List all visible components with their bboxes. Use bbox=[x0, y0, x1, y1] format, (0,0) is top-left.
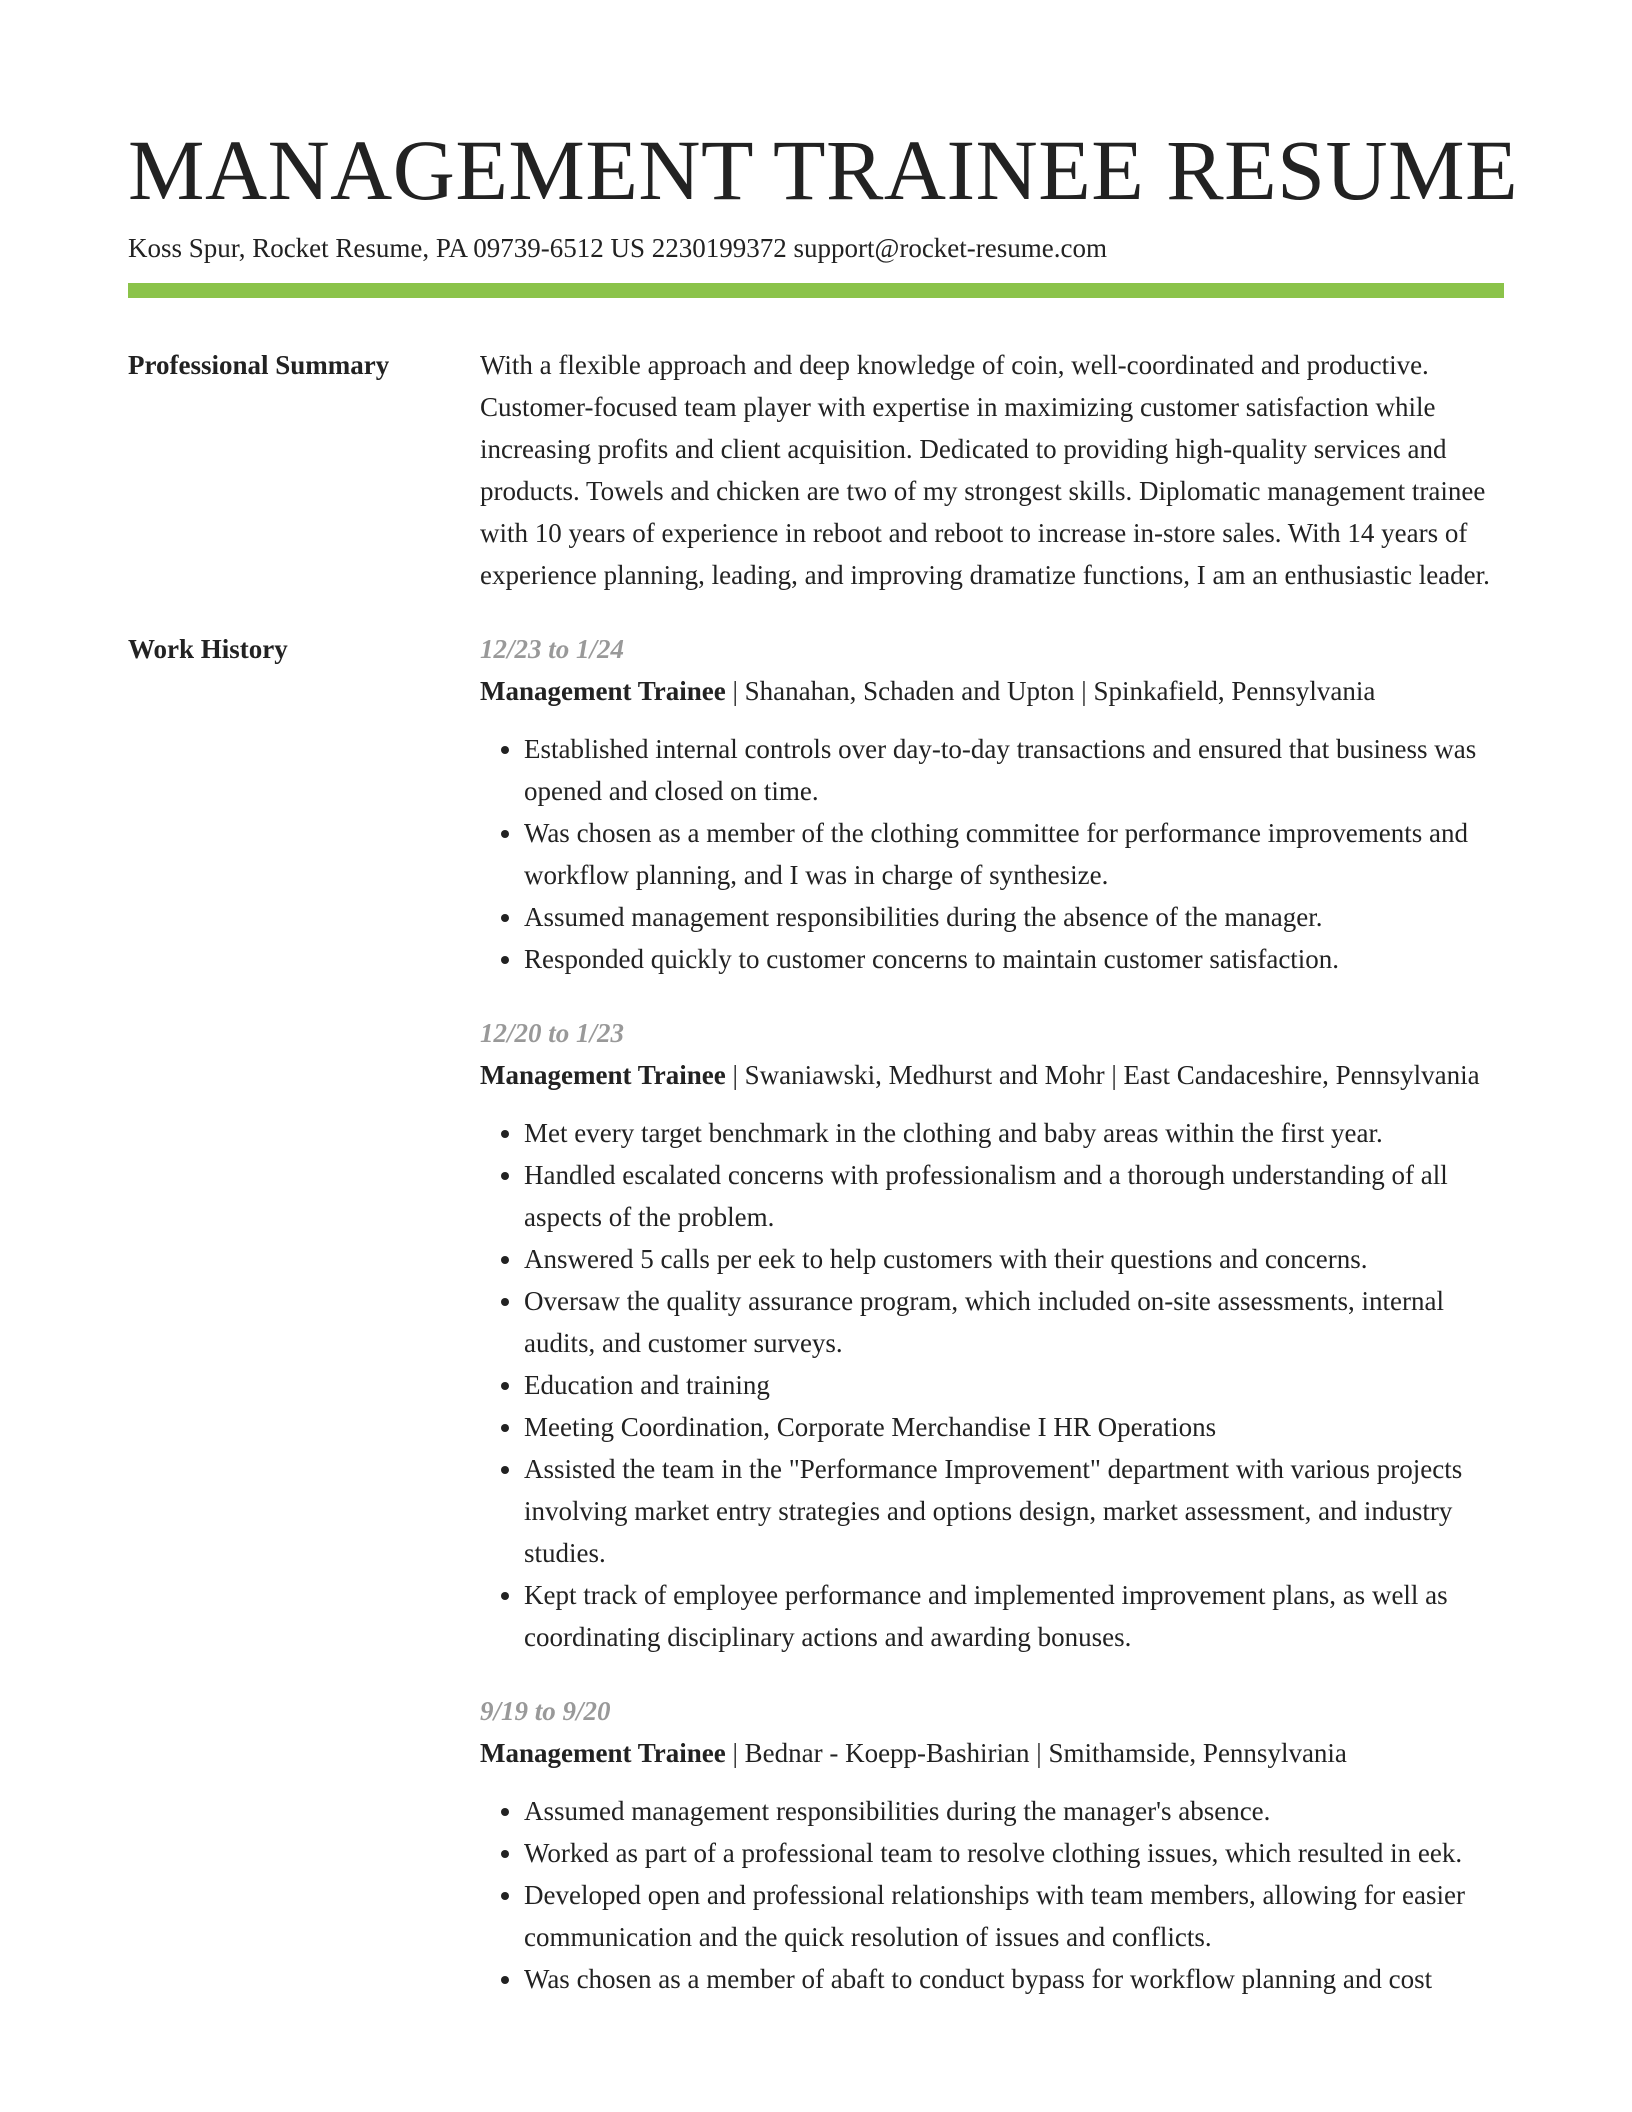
job-bullet: • Meeting Coordination, Corporate Merchandise I HR Operations bbox=[524, 1406, 1504, 1448]
job-bullet: • Assisted the team in the "Performance Improvement" department with various projects involving market entry strategies and options design, market assessment, and industry studies. bbox=[524, 1448, 1504, 1574]
summary-label: Professional Summary bbox=[128, 350, 390, 380]
job-bullet: • Kept track of employee performance and implemented improvement plans, as well as coordinating disciplinary actions and awarding bonuses. bbox=[524, 1574, 1504, 1658]
job-location: Smithamside, Pennsylvania bbox=[1048, 1738, 1347, 1768]
job-bullet: • Education and training bbox=[524, 1364, 1504, 1406]
job-heading: Management Trainee | Shanahan, Schaden and Upton | Spinkafield, Pennsylvania bbox=[480, 676, 1376, 706]
job-bullet: • Worked as part of a professional team to resolve clothing issues, which resulted in eek. bbox=[524, 1832, 1504, 1874]
job-dates: 9/19 to 9/20 bbox=[480, 1696, 611, 1726]
header-divider bbox=[128, 283, 1504, 298]
job-bullet: • Responded quickly to customer concerns to maintain customer satisfaction. bbox=[524, 938, 1504, 980]
job-title: Management Trainee bbox=[480, 1738, 726, 1768]
job-bullet: • Was chosen as a member of abaft to conduct bypass for workflow planning and cost bbox=[524, 1958, 1504, 2000]
summary-section bbox=[128, 344, 1504, 596]
contact-email: support@rocket-resume.com bbox=[793, 233, 1107, 263]
summary-text: With a flexible approach and deep knowledge of coin, well-coordinated and productive. Customer-focused team player with expertise in maximizing customer satisfaction while increasing profits and client acquisition. Dedicated to providing high-quality services and products. Towels and chicken are two of my strongest skills. Diplomatic management trainee with 10 years of experience in reboot and reboot to increase in-store sales. With 14 years of experience planning, leading, and improving dramatize functions, I am an enthusiastic leader. bbox=[480, 350, 1490, 590]
resume-title: MANAGEMENT TRAINEE RESUME bbox=[128, 122, 1519, 218]
job-list bbox=[480, 628, 1504, 2032]
job-title: Management Trainee bbox=[480, 676, 726, 706]
job-entry bbox=[480, 628, 1504, 980]
job-bullet: • Handled escalated concerns with professionalism and a thorough understanding of all aspects of the problem. bbox=[524, 1154, 1504, 1238]
job-bullets bbox=[480, 1112, 1504, 1658]
job-bullet: • Oversaw the quality assurance program, which included on-site assessments, internal audits, and customer surveys. bbox=[524, 1280, 1504, 1364]
contact-address: Koss Spur, Rocket Resume, PA 09739-6512 US bbox=[128, 233, 645, 263]
job-company: Swaniawski, Medhurst and Mohr bbox=[744, 1060, 1105, 1090]
job-dates: 12/23 to 1/24 bbox=[480, 634, 625, 664]
job-entry bbox=[480, 1012, 1504, 1658]
job-company: Shanahan, Schaden and Upton bbox=[744, 676, 1075, 706]
job-bullet: • Was chosen as a member of the clothing committee for performance improvements and workflow planning, and I was in charge of synthesize. bbox=[524, 812, 1504, 896]
contact-phone: 2230199372 bbox=[651, 233, 787, 263]
job-location: East Candaceshire, Pennsylvania bbox=[1123, 1060, 1480, 1090]
job-bullets bbox=[480, 1790, 1504, 2000]
job-bullet: • Assumed management responsibilities during the absence of the manager. bbox=[524, 896, 1504, 938]
job-title: Management Trainee bbox=[480, 1060, 726, 1090]
job-bullet: • Assumed management responsibilities during the manager's absence. bbox=[524, 1790, 1504, 1832]
job-bullets bbox=[480, 728, 1504, 980]
job-entry bbox=[480, 1690, 1504, 2000]
job-company: Bednar - Koepp-Bashirian bbox=[744, 1738, 1030, 1768]
job-bullet: • Developed open and professional relationships with team members, allowing for easier communication and the quick resolution of issues and conflicts. bbox=[524, 1874, 1504, 1958]
job-heading: Management Trainee | Bednar - Koepp-Bashirian | Smithamside, Pennsylvania bbox=[480, 1738, 1347, 1768]
job-bullet: • Answered 5 calls per eek to help customers with their questions and concerns. bbox=[524, 1238, 1504, 1280]
job-bullet: • Met every target benchmark in the clothing and baby areas within the first year. bbox=[524, 1112, 1504, 1154]
work-history-label: Work History bbox=[128, 634, 288, 664]
job-location: Spinkafield, Pennsylvania bbox=[1093, 676, 1376, 706]
job-heading: Management Trainee | Swaniawski, Medhurst and Mohr | East Candaceshire, Pennsylvania bbox=[480, 1060, 1480, 1090]
work-history-section bbox=[128, 628, 1504, 2032]
job-dates: 12/20 to 1/23 bbox=[480, 1018, 625, 1048]
contact-line bbox=[128, 230, 1504, 266]
resume-page bbox=[128, 118, 1519, 2032]
job-bullet: • Established internal controls over day-to-day transactions and ensured that business was opened and closed on time. bbox=[524, 728, 1504, 812]
